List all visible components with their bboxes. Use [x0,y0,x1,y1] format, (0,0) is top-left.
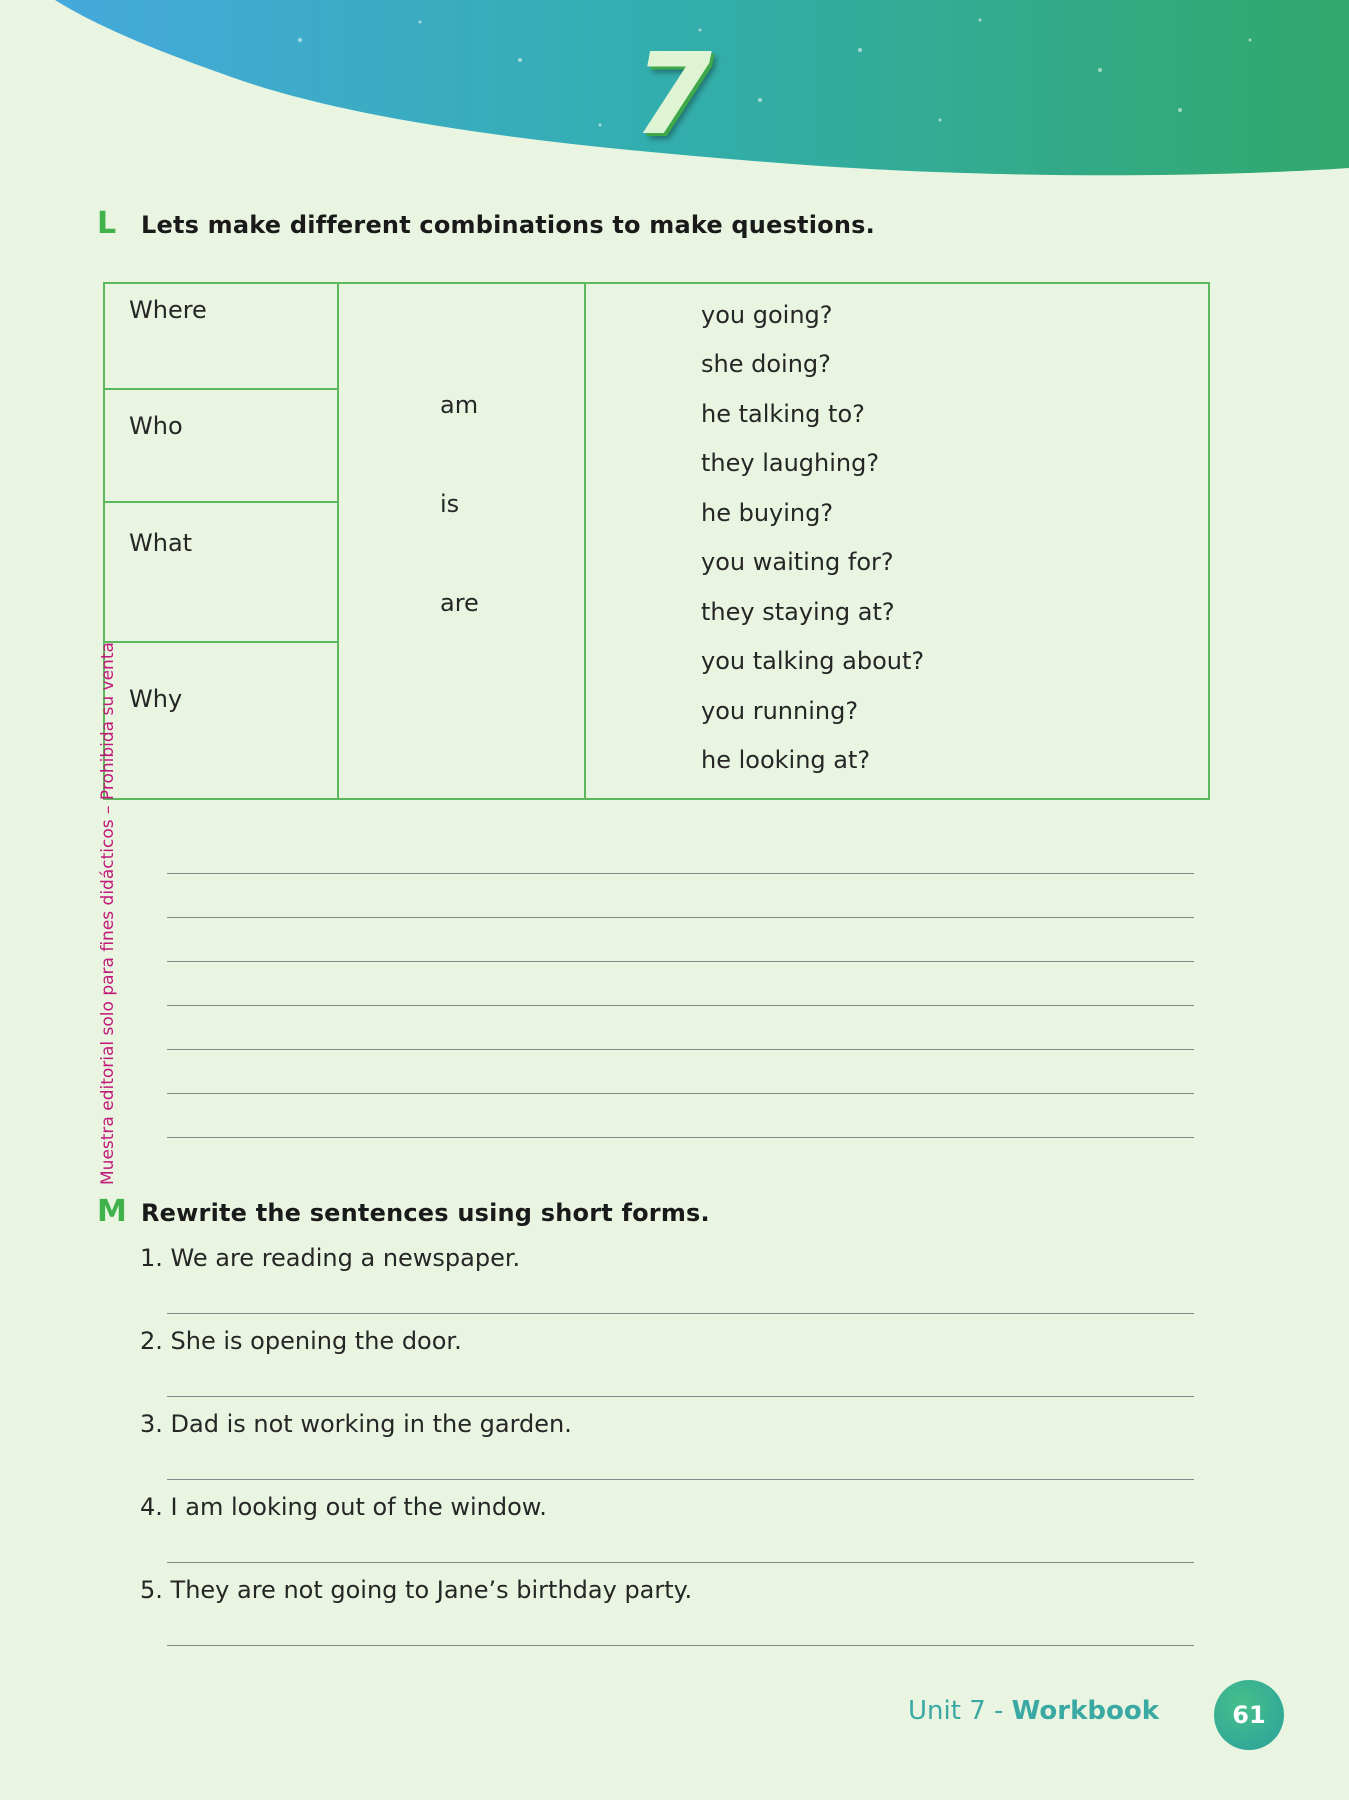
verb-am: am [440,391,479,419]
wh-word-where: Where [129,296,207,324]
ending-item: he buying? [701,499,834,527]
table-row-divider [105,641,338,643]
unit-number-badge: 7 [634,30,712,160]
ending-item: she doing? [701,350,831,378]
footer-unit-label: Unit 7 - [908,1696,1012,1726]
answer-line[interactable] [167,917,1194,918]
ending-item: you waiting for? [701,548,894,576]
section-letter-l: L [97,206,117,241]
combination-table [103,282,1210,800]
answer-line[interactable] [167,961,1194,962]
answer-line[interactable] [167,1093,1194,1094]
table-row-divider [105,501,338,503]
section-title-m: Rewrite the sentences using short forms. [141,1199,710,1227]
table-column-divider [337,284,339,798]
section-letter-m: M [97,1194,127,1229]
sentence-item: 4. I am looking out of the window. [140,1493,547,1521]
table-row-divider [105,388,338,390]
sentence-item: 5. They are not going to Jane’s birthday party. [140,1576,693,1604]
page-number: 61 [1214,1680,1284,1750]
ending-item: he talking to? [701,400,865,428]
section-title-l: Lets make different combinations to make questions. [141,211,875,239]
sentence-item: 3. Dad is not working in the garden. [140,1410,572,1438]
ending-item: you going? [701,301,833,329]
sentence-item: 2. She is opening the door. [140,1327,462,1355]
footer-book-label: Workbook [1011,1696,1160,1726]
wh-word-what: What [129,529,193,557]
answer-line[interactable] [167,873,1194,874]
answer-line[interactable] [167,1137,1194,1138]
ending-item: you talking about? [701,647,925,675]
answer-line[interactable] [167,1313,1194,1314]
sample-disclaimer: Muestra editorial solo para fines didácticos – Prohibida su venta [98,642,118,1185]
answer-line[interactable] [167,1479,1194,1480]
footer-label [908,1696,1159,1726]
answer-line[interactable] [167,1396,1194,1397]
wh-word-why: Why [129,685,183,713]
ending-item: he looking at? [701,746,871,774]
answer-line[interactable] [167,1005,1194,1006]
ending-item: they staying at? [701,598,895,626]
table-column-divider [584,284,586,798]
wh-word-who: Who [129,412,183,440]
sentence-item: 1. We are reading a newspaper. [140,1244,521,1272]
ending-item: you running? [701,697,859,725]
answer-line[interactable] [167,1049,1194,1050]
verb-is: is [440,490,460,518]
verb-are: are [440,589,479,617]
ending-item: they laughing? [701,449,880,477]
answer-line[interactable] [167,1562,1194,1563]
answer-line[interactable] [167,1645,1194,1646]
